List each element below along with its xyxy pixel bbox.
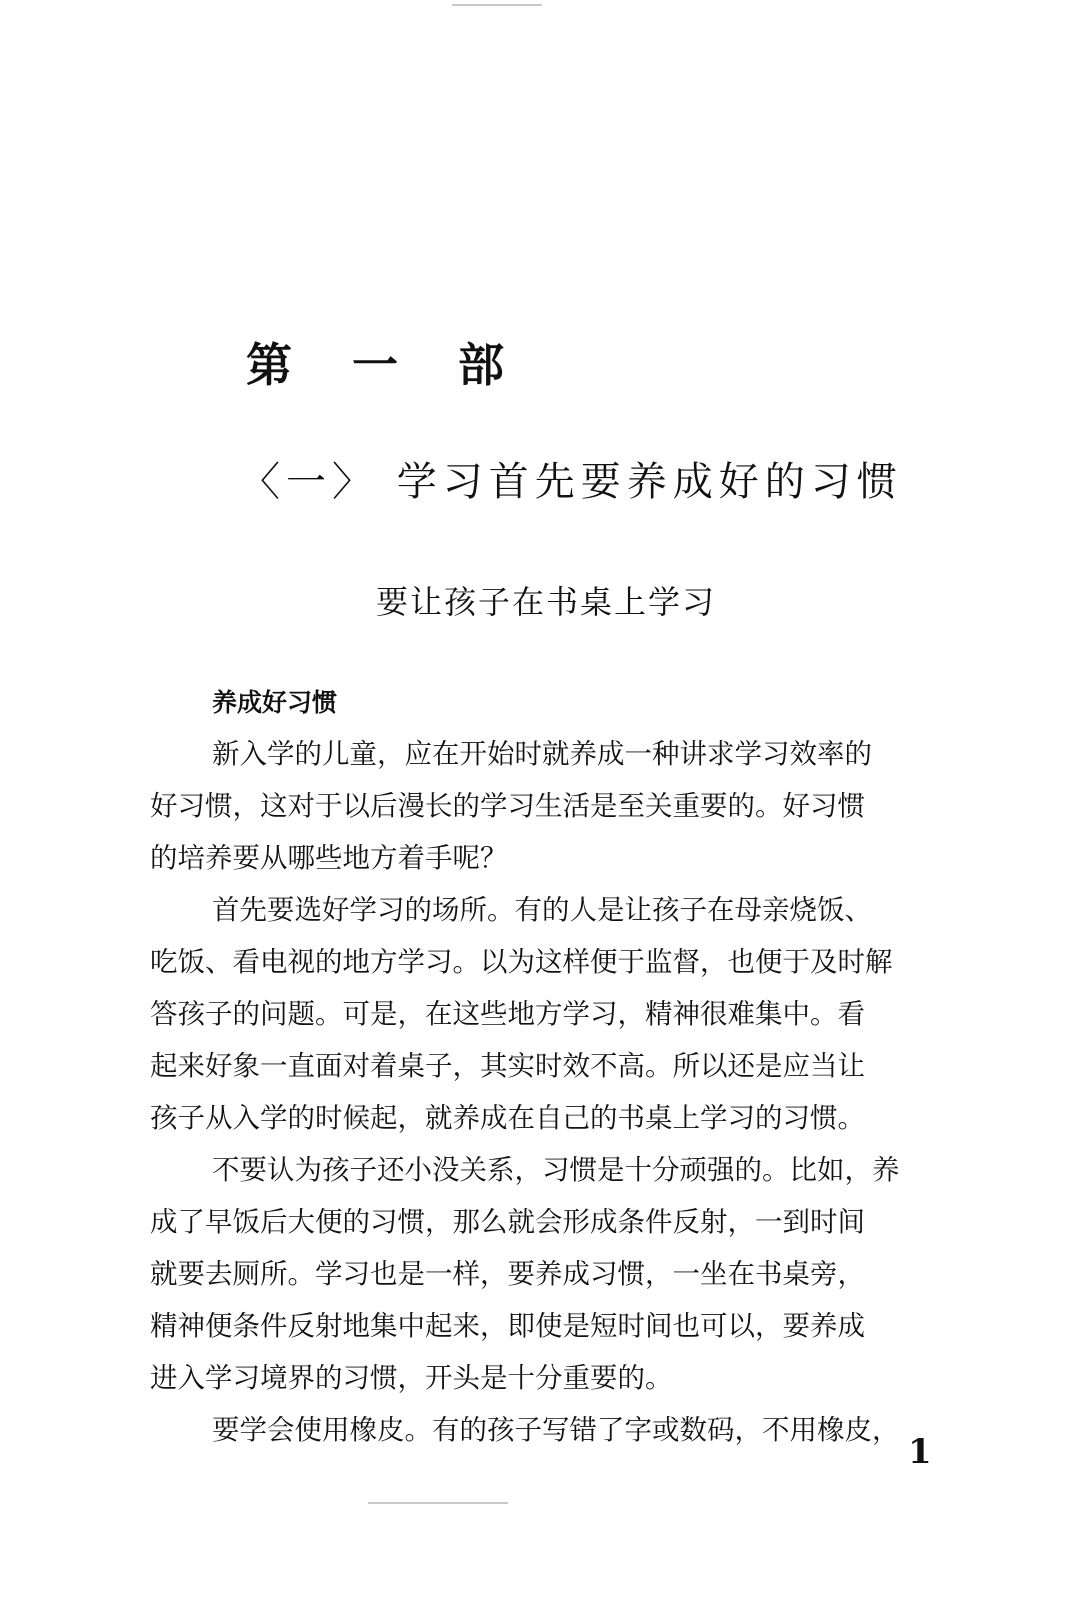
page-number: 1 <box>908 1432 932 1472</box>
paragraph-line: 的培养要从哪些地方着手呢？ <box>150 842 508 874</box>
scan-mark-bottom <box>368 1502 508 1504</box>
paragraph-line: 进入学习境界的习惯，开头是十分重要的。 <box>150 1362 673 1394</box>
paragraph-line: 就要去厕所。学习也是一样，要养成习惯，一坐在书桌旁， <box>150 1258 865 1290</box>
chapter-title: 〈一〉 学习首先要养成好的习惯 <box>240 459 903 505</box>
paragraph-line: 好习惯，这对于以后漫长的学习生活是至关重要的。好习惯 <box>150 790 865 822</box>
body-text <box>150 728 940 1456</box>
paragraph-line: 首先要选好学习的场所。有的人是让孩子在母亲烧饭、 <box>212 894 872 926</box>
subheading: 养成好习惯 <box>212 688 338 717</box>
part-title: 第 一 部 <box>246 338 527 392</box>
paragraph-line: 新入学的儿童，应在开始时就养成一种讲求学习效率的 <box>212 738 872 770</box>
section-title: 要让孩子在书桌上学习 <box>375 583 716 621</box>
paragraph-line: 起来好象一直面对着桌子，其实时效不高。所以还是应当让 <box>150 1050 865 1082</box>
paragraph-line: 不要认为孩子还小没关系，习惯是十分顽强的。比如，养 <box>212 1154 900 1186</box>
paragraph-line: 吃饭、看电视的地方学习。以为这样便于监督，也便于及时解 <box>150 946 893 978</box>
paragraph-line: 要学会使用橡皮。有的孩子写错了字或数码，不用橡皮， <box>212 1414 900 1446</box>
scan-mark-top <box>452 4 542 6</box>
paragraph-line: 孩子从入学的时候起，就养成在自己的书桌上学习的习惯。 <box>150 1102 865 1134</box>
paragraph-line: 精神便条件反射地集中起来，即使是短时间也可以，要养成 <box>150 1310 865 1342</box>
paragraph-line: 答孩子的问题。可是，在这些地方学习，精神很难集中。看 <box>150 998 865 1030</box>
paragraph-line: 成了早饭后大便的习惯，那么就会形成条件反射，一到时间 <box>150 1206 865 1238</box>
